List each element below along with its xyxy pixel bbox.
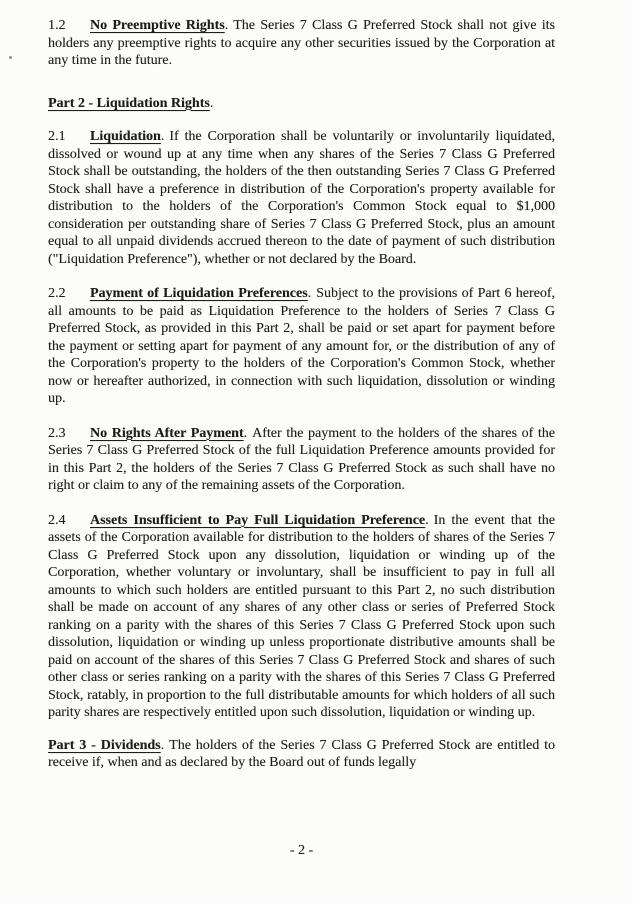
heading-period: . (160, 129, 165, 144)
section-2-2-paragraph (48, 285, 555, 408)
section-body: Subject to the provisions of Part 6 hereof, all amounts to be paid as Liquidation Preference to the holders of Series 7 Class G Preferred Stock, as provided in this Part 2, shall be paid or set apart for payment before the payment or setting apart for payment of any amount for, or the distribution of any of the Corporation's property to the holders of the Corporation's Common Stock, whether now or hereafter authorized, in connection with such liquidation, dissolution or winding up. (48, 286, 555, 406)
section-2-1-paragraph (48, 128, 555, 268)
section-heading: Liquidation (90, 129, 161, 144)
heading-period: . (243, 425, 248, 441)
section-body: If the Corporation shall be voluntarily or involuntarily liquidated, dissolved or wound up at any time when any shares of the Series 7 Class G Preferred Stock shall be outstanding, the holders of the then outstanding Series 7 Class G Preferred Stock shall have a preference in distribution of the Corporation's property available for distribution to the holders of the Corporation's Common Stock equal to $1,000 consideration per outstanding share of Series 7 Class G Preferred Stock, plus an amount equal to all unpaid dividends accrued thereon to the date of payment of such distribution ("Liquidation Preference"), whether or not declared by the Board. (48, 129, 555, 267)
section-heading: No Rights After Payment (90, 425, 244, 441)
page-number: - 2 - (289, 843, 314, 858)
heading-period: . (224, 18, 229, 33)
section-body: After the payment to the holders of the shares of the Series 7 Class G Preferred Stock of the full Liquidation Preference amounts provided for in this Part 2, the holders of the Series 7 Class G Preferred Stock as such shall have no right or claim to any of the remaining assets of the Corporation. (48, 425, 555, 493)
section-2-4-paragraph (48, 512, 555, 722)
part-heading: Part 3 - Dividends (48, 737, 161, 753)
section-heading: Payment of Liquidation Preferences (90, 286, 308, 301)
heading-period: . (209, 95, 214, 111)
part-body: The holders of the Series 7 Class G Preferred Stock are entitled to receive if, when and as declared by the Board out of funds legally (48, 737, 556, 770)
part-3-paragraph (48, 737, 555, 772)
section-body: The Series 7 Class G Preferred Stock shall not give its holders any preemptive rights to acquire any other securities issued by the Corporation at any time in the future. (48, 18, 555, 68)
section-number: 2.4 (48, 512, 66, 528)
part-heading: Part 2 - Liquidation Rights (48, 95, 210, 111)
section-body: In the event that the assets of the Corporation available for distribution to the holders of shares of the Series 7 Class G Preferred Stock upon any dissolution, liquidation or winding up of the Corporation, whether voluntary or involuntary, shall be insufficient to pay in full all amounts to which such holders are entitled pursuant to this Part 2, no such distribution shall be made on account of any shares of any other class or series of Preferred Stock ranking on a parity with the shares of this Series 7 Class G Preferred Stock upon such dissolution, liquidation or winding up unless proportionate distributive amounts shall be paid on account of the shares of this Series 7 Class G Preferred Stock and shares of such other class or series ranking on a parity with the shares of this Series 7 Class G Preferred Stock, ratably, in proportion to the full distributable amounts for which holders of all such parity shares are respectively entitled upon such dissolution, liquidation or winding up. (48, 512, 555, 720)
document-content (48, 17, 555, 789)
heading-period: . (307, 286, 312, 301)
section-1-2-paragraph (48, 17, 555, 70)
section-number: 2.2 (48, 286, 66, 301)
section-number: 2.1 (48, 129, 66, 144)
part-2-heading-paragraph (48, 95, 555, 113)
heading-period: . (160, 737, 165, 753)
section-number: 1.2 (48, 18, 66, 33)
section-2-3-paragraph (48, 425, 555, 495)
heading-period: . (425, 512, 429, 528)
section-heading: No Preemptive Rights (90, 18, 225, 33)
section-number: 2.3 (48, 425, 66, 441)
scan-speck (9, 56, 12, 59)
section-heading: Assets Insufficient to Pay Full Liquidation Preference (90, 512, 426, 528)
